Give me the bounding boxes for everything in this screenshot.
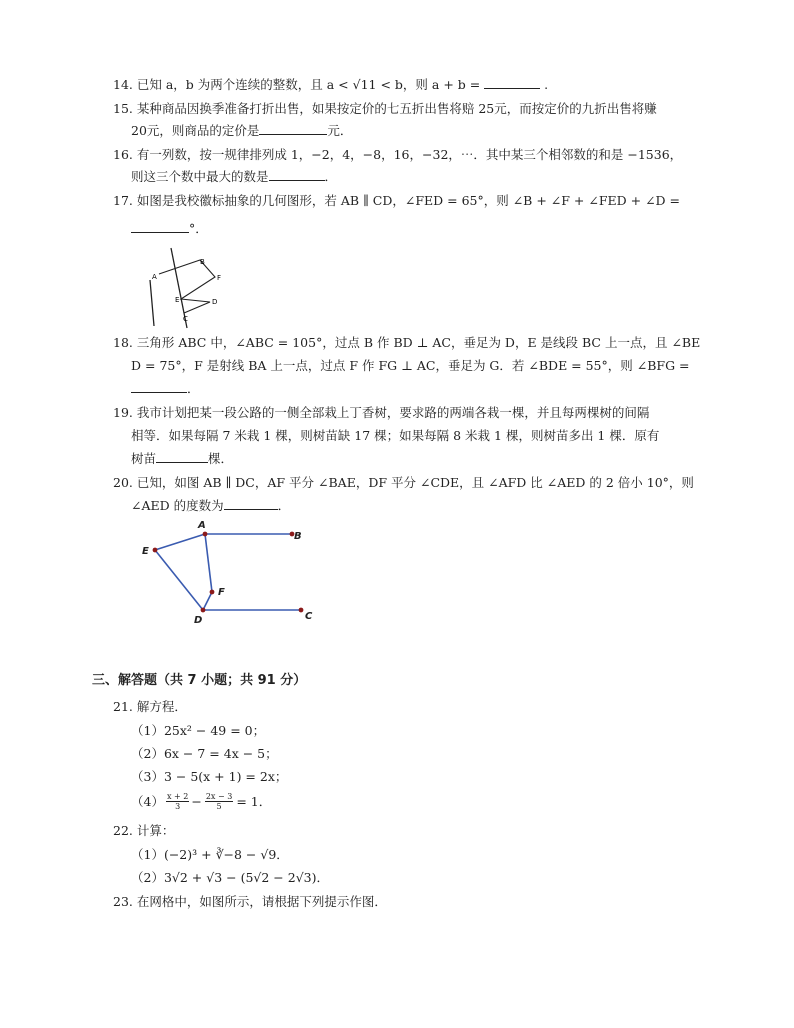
- question-text-end: ．: [187, 381, 200, 396]
- question-15-line-2: [131, 122, 352, 140]
- question-16-line-1: [113, 146, 682, 164]
- q21-item-4: [131, 792, 271, 811]
- question-text-end: 元．: [327, 123, 353, 138]
- label-c: C: [183, 315, 188, 323]
- label-a: A: [198, 520, 206, 531]
- question-17-line-1: [113, 192, 680, 210]
- question-18-line-2: [131, 357, 690, 375]
- fraction-1-numerator: x + 2: [166, 792, 189, 801]
- question-23-title: [113, 893, 387, 911]
- question-number: 19.: [113, 405, 133, 420]
- question-number: 23.: [113, 894, 133, 909]
- q21-item-3: （3）3 − 5(x + 1) = 2x；: [131, 769, 288, 784]
- answer-blank[interactable]: [269, 168, 325, 181]
- label-d: D: [212, 298, 218, 306]
- q17-figure: [140, 240, 230, 330]
- question-text: 解方程．: [136, 699, 187, 714]
- question-number: 14.: [113, 77, 133, 92]
- question-number: 15.: [113, 101, 133, 116]
- label-b: B: [200, 258, 205, 266]
- fraction-2-denominator: 5: [216, 802, 222, 811]
- question-14: [113, 76, 548, 94]
- point-e: [153, 548, 158, 553]
- label-f: F: [217, 274, 222, 282]
- question-number: 18.: [113, 335, 133, 350]
- zigzag-path: [159, 260, 218, 313]
- question-text: 在网格中，如图所示，请根据下列提示作图．: [136, 894, 387, 909]
- figure-lines: [155, 534, 301, 610]
- question-text: 已知 a，b 为两个连续的整数，且 a < √11 < b，则 a + b =: [136, 77, 485, 92]
- fraction-1-denominator: 3: [175, 802, 181, 811]
- question-number: 17.: [113, 193, 133, 208]
- question-19-line-2: [131, 427, 659, 445]
- question-text: 则这三个数中最大的数是: [131, 169, 269, 184]
- line-ab-part: [150, 280, 154, 326]
- label-b: B: [294, 531, 302, 542]
- label-e: E: [175, 296, 180, 304]
- question-text-end: 棵．: [208, 451, 234, 466]
- question-19-line-3: [131, 450, 233, 468]
- point-f: [210, 590, 215, 595]
- question-text-end: °．: [189, 221, 208, 236]
- question-19-line-1: [113, 404, 649, 422]
- label-a: A: [152, 273, 157, 281]
- question-number: 21.: [113, 699, 133, 714]
- question-number: 20.: [113, 475, 133, 490]
- question-text: D = 75°，F 是射线 BA 上一点，过点 F 作 FG ⊥ AC，垂足为 G．若 ∠BDE = 55°，则 ∠BFG =: [131, 358, 690, 373]
- answer-blank[interactable]: [259, 122, 327, 135]
- question-text: 有一列数，按一规律排列成 1，−2，4，−8，16，−32，⋯．其中某三个相邻数的和是 −1536，: [136, 147, 683, 162]
- answer-blank[interactable]: [131, 380, 187, 393]
- question-number: 16.: [113, 147, 133, 162]
- question-text: 三角形 ABC 中，∠ABC = 105°，过点 B 作 BD ⊥ AC，垂足为 D，E 是线段 BC 上一点，且 ∠BE: [136, 335, 701, 350]
- answer-blank[interactable]: [156, 450, 208, 463]
- label-f: F: [218, 587, 225, 598]
- question-20-line-1: [113, 474, 694, 492]
- point-c: [299, 608, 304, 613]
- question-text: 已知，如图 AB ∥ DC，AF 平分 ∠BAE，DF 平分 ∠CDE，且 ∠AFD 比 ∠AED 的 2 倍小 10°，则: [136, 475, 694, 490]
- question-text-end: ．: [324, 169, 338, 184]
- question-text: 某种商品因换季准备打折出售，如果按定价的七五折出售将赔 25元，而按定价的九折出售将赚: [136, 101, 657, 116]
- section-heading: 三、解答题（共 7 小题；共 91 分）: [92, 673, 307, 688]
- label-d: D: [194, 615, 203, 626]
- question-18-line-1: [113, 334, 700, 352]
- q22-item-1: （1）(−2)³ + ∛−8 − √9．: [131, 847, 289, 862]
- point-d: [201, 608, 206, 613]
- question-17-line-2: [131, 220, 208, 238]
- item-rhs: = 1．: [236, 793, 272, 809]
- question-18-line-3: [131, 380, 200, 398]
- item-label: （4）: [131, 793, 164, 809]
- question-22-title: [113, 822, 174, 840]
- answer-blank[interactable]: [484, 76, 540, 89]
- label-c: C: [305, 611, 313, 622]
- line-fd: [203, 592, 212, 610]
- answer-blank[interactable]: [224, 497, 278, 510]
- line-ed: [155, 550, 203, 610]
- question-text: 树苗: [131, 451, 157, 466]
- answer-blank[interactable]: [131, 220, 189, 233]
- question-text-end: ．: [277, 498, 291, 513]
- question-text: 我市计划把某一段公路的一侧全部栽上丁香树，要求路的两端各栽一棵，并且每两棵树的间隔: [136, 405, 650, 420]
- line-ea: [155, 534, 205, 550]
- question-text-end: .: [540, 77, 549, 92]
- question-number: 22.: [113, 823, 133, 838]
- fraction-1: [166, 792, 189, 811]
- q22-item-2: （2）3√2 + √3 − (5√2 − 2√3)．: [131, 870, 329, 885]
- label-e: E: [142, 546, 149, 557]
- question-text: 相等．如果每隔 7 米栽 1 棵，则树苗缺 17 棵；如果每隔 8 米栽 1 棵，则树苗多出 1 棵．原有: [131, 428, 660, 443]
- question-16-line-2: [131, 168, 337, 186]
- question-15-line-1: [113, 100, 657, 118]
- question-text: 如图是我校徽标抽象的几何图形，若 AB ∥ CD，∠FED = 65°，则 ∠B + ∠F + ∠FED + ∠D =: [136, 193, 681, 208]
- q21-item-2: （2）6x − 7 = 4x − 5；: [131, 746, 278, 761]
- fraction-2: [205, 792, 233, 811]
- question-text: 计算：: [136, 823, 175, 838]
- minus-sign: −: [191, 793, 202, 809]
- line-af: [205, 534, 212, 592]
- question-text: ∠AED 的度数为: [131, 498, 224, 513]
- question-text: 20元，则商品的定价是: [131, 123, 260, 138]
- question-20-line-2: [131, 497, 290, 515]
- fraction-2-numerator: 2x − 3: [205, 792, 233, 801]
- q20-figure: [135, 515, 335, 630]
- point-a: [203, 532, 208, 537]
- q21-item-1: （1）25x² − 49 = 0；: [131, 723, 266, 738]
- question-21-title: [113, 698, 187, 716]
